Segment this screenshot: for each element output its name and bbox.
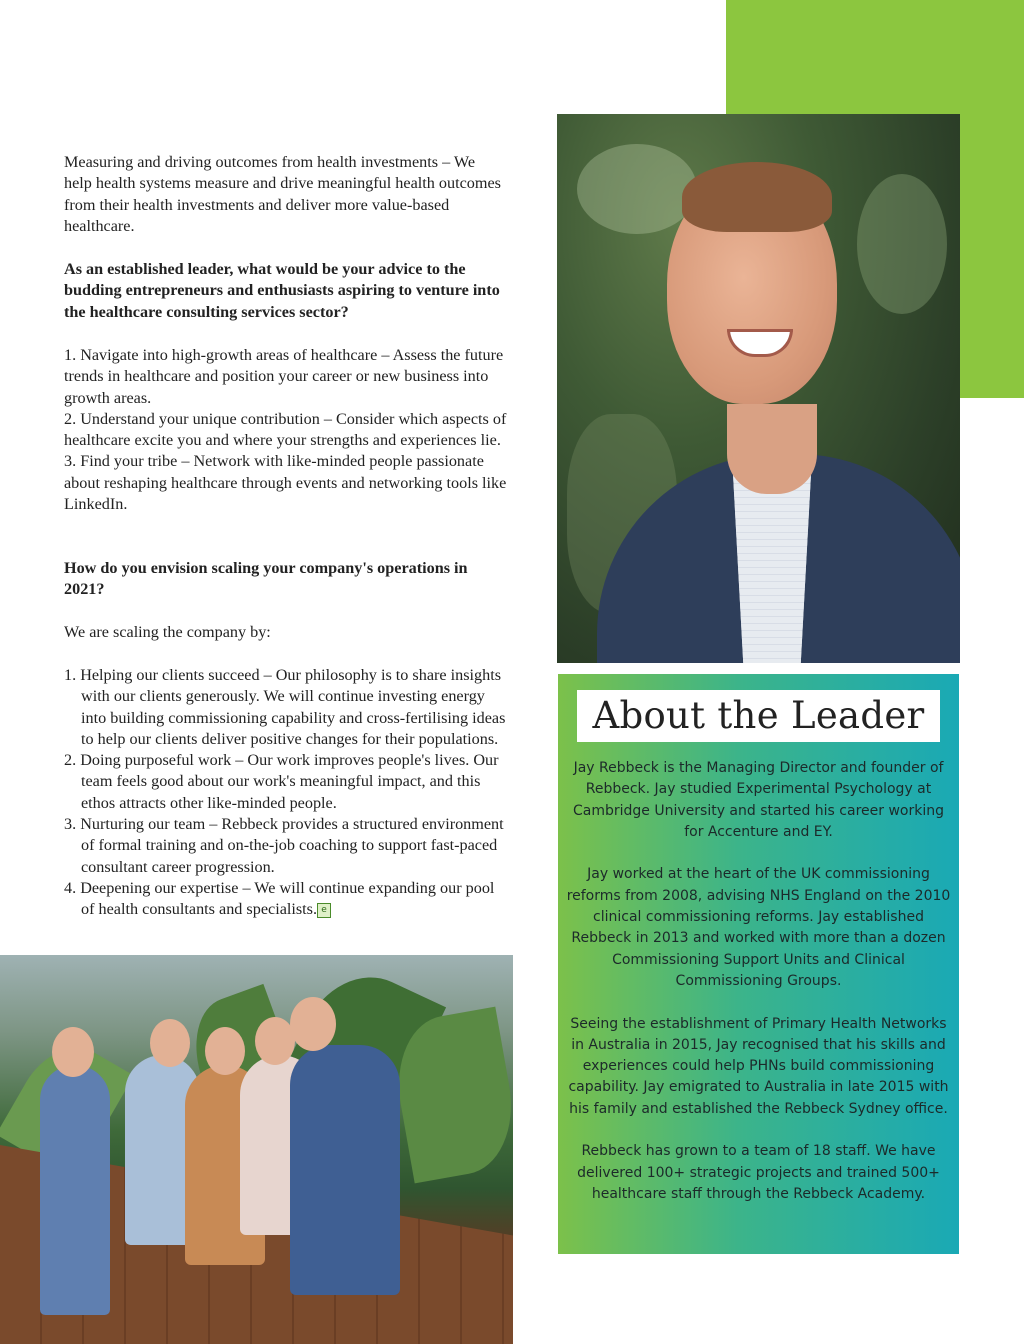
list-item: 1. Helping our clients succeed – Our philosophy is to share insights with our clients generously. We will continue investing energy into building commissioning capability and cross-fertilising ideas to help our clients deliver positive changes for their populations. — [64, 666, 506, 748]
about-title: About the Leader — [577, 690, 940, 742]
about-body — [566, 758, 951, 1227]
team-photo — [0, 955, 513, 1344]
list-item: 3. Find your tribe – Network with like-minded people passionate about reshaping healthcare through events and networking tools like LinkedIn. — [64, 452, 507, 514]
list-item: 3. Nurturing our team – Rebbeck provides a structured environment of formal training and on-the-job coaching to support fast-paced consultant career progression. — [64, 815, 504, 876]
about-paragraph: Seeing the establishment of Primary Health Networks in Australia in 2015, Jay recognised that his skills and experiences could help PHNs build commissioning capability. Jay emigrated to Australia in late 2015 with his family and established the Rebbeck Sydney office. — [568, 1015, 949, 1117]
list-item: 2. Doing purposeful work – Our work improves people's lives. Our team feels good about our work's meaningful impact, and this ethos attracts other like-minded people. — [64, 751, 499, 812]
about-paragraph: Jay Rebbeck is the Managing Director and founder of Rebbeck. Jay studied Experimental Psychology at Cambridge University and started his career working for Accenture and EY. — [573, 760, 944, 840]
article-end-icon: e — [317, 903, 331, 918]
question-scaling-heading: How do you envision scaling your company's operations in 2021? — [64, 559, 468, 599]
about-paragraph: Rebbeck has grown to a team of 18 staff. We have delivered 100+ strategic projects and trained 500+ healthcare staff through the Rebbeck Academy. — [577, 1143, 940, 1202]
list-item: 4. Deepening our expertise – We will continue expanding our pool of health consultants and specialists. e — [64, 878, 495, 919]
list-item: 1. Navigate into high-growth areas of healthcare – Assess the future trends in healthcare and position your career or new business into growth areas. — [64, 346, 504, 407]
scaling-lead-text: We are scaling the company by: — [64, 623, 271, 641]
scaling-answer-list — [64, 665, 509, 921]
intro-paragraph: Measuring and driving outcomes from health investments – We help health systems measure and drive meaningful health outcomes from their health investments and deliver more value-based healthcare. — [64, 153, 501, 235]
about-paragraph: Jay worked at the heart of the UK commissioning reforms from 2008, advising NHS England on the 2010 clinical commissioning reforms. Jay established Rebbeck in 2013 and worked with more than a dozen Commissioning Support Units and Clinical Commissioning Groups. — [566, 866, 951, 989]
about-the-leader-panel — [558, 674, 959, 1254]
list-item: 2. Understand your unique contribution – Consider which aspects of healthcare excite you and where your strengths and experiences lie. — [64, 409, 507, 450]
leader-portrait-photo — [557, 114, 960, 663]
question-advice-heading: As an established leader, what would be your advice to the budding entrepreneurs and enthusiasts aspiring to venture into the healthcare consulting services sector? — [64, 260, 500, 321]
advice-answer-list — [64, 345, 509, 515]
